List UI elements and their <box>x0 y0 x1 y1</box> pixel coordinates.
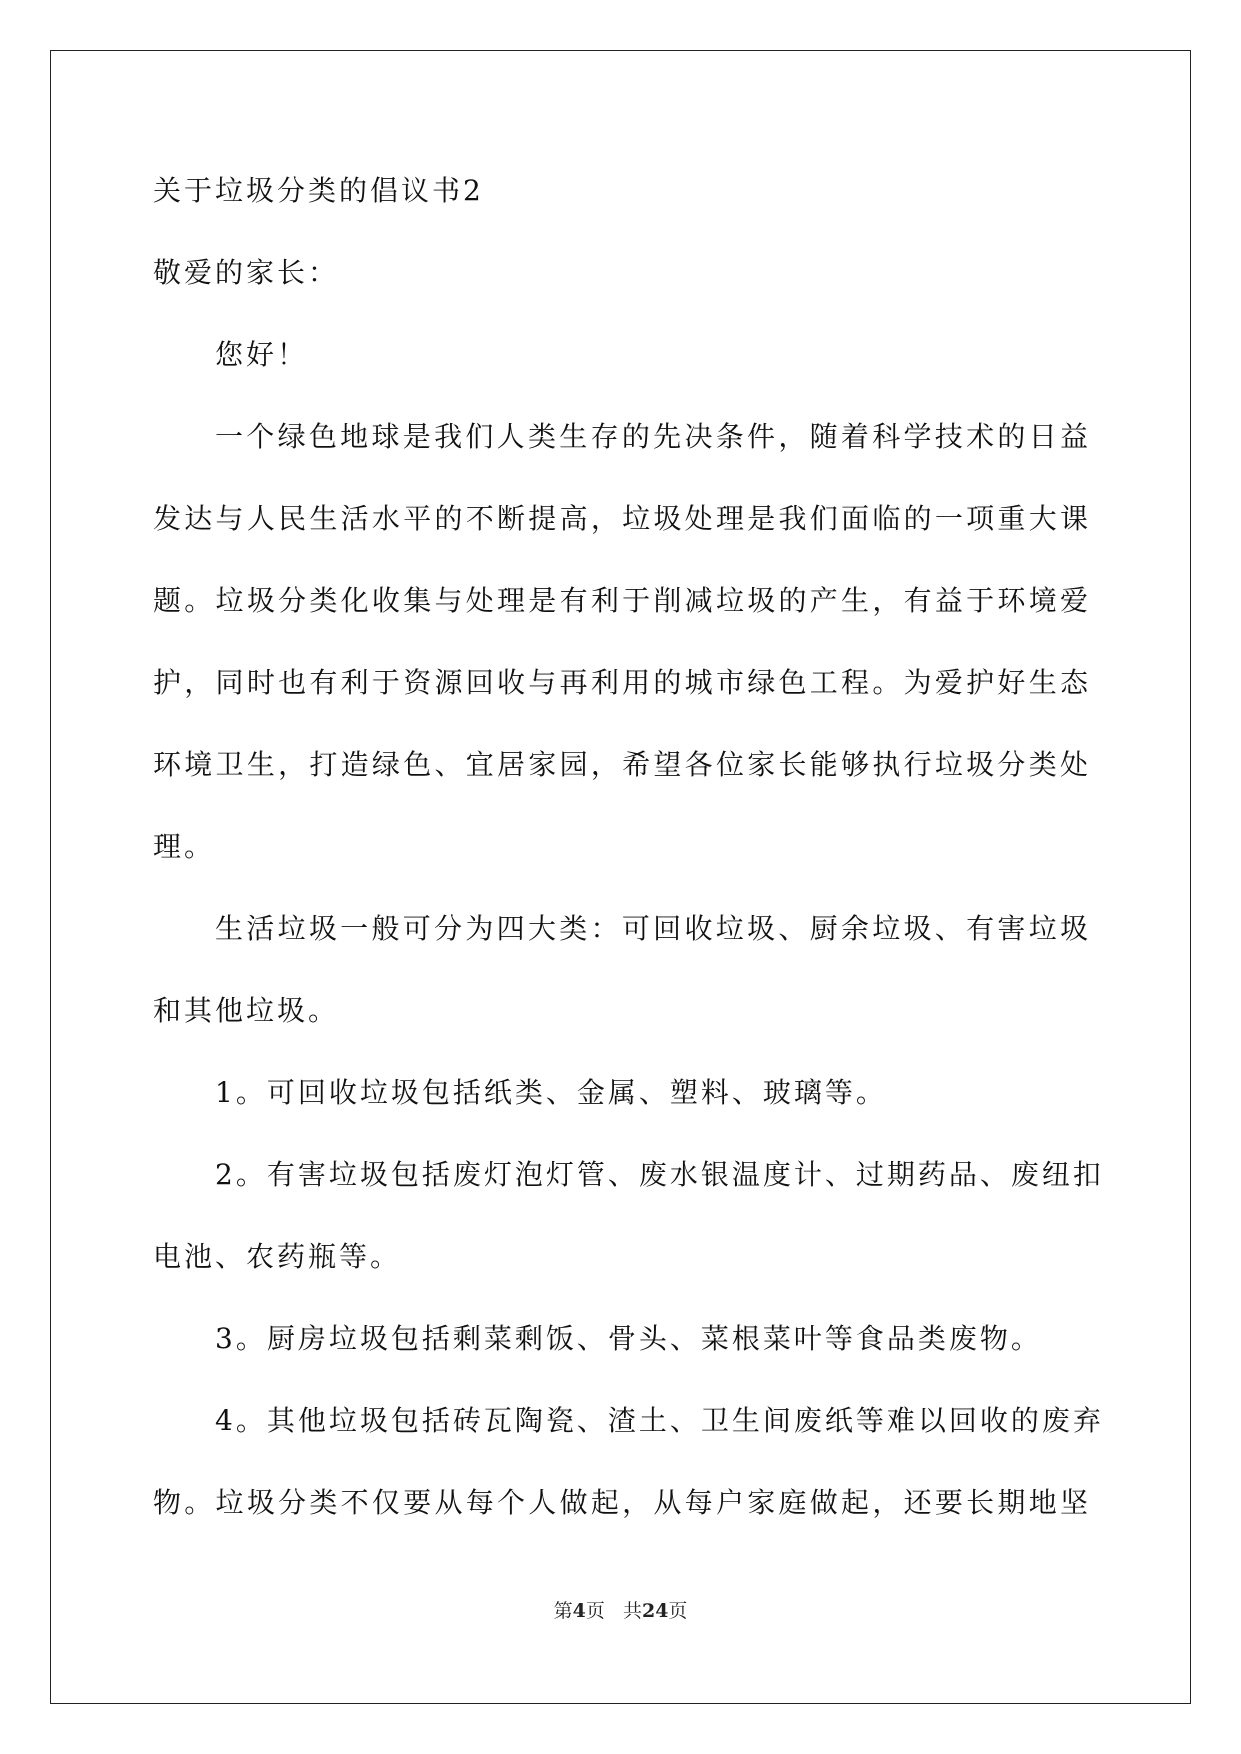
salutation: 敬爱的家长： <box>153 256 340 289</box>
list-item: 1。可回收垃圾包括纸类、金属、塑料、玻璃等。 <box>215 1076 887 1109</box>
page-number: 4 <box>572 1600 586 1622</box>
paragraph-line: 和其他垃圾。 <box>153 994 340 1027</box>
paragraph-line: 理。 <box>153 830 216 863</box>
greeting: 您好！ <box>215 338 309 371</box>
document-body <box>153 150 1104 1544</box>
paragraph-line: 生活垃圾一般可分为四大类：可回收垃圾、厨余垃圾、有害垃圾 <box>215 912 1091 945</box>
paragraph-line: 发达与人民生活水平的不断提高，垃圾处理是我们面临的一项重大课 <box>153 502 1091 535</box>
paragraph-line: 护，同时也有利于资源回收与再利用的城市绿色工程。为爱护好生态 <box>153 666 1091 699</box>
document-title: 关于垃圾分类的倡议书2 <box>153 174 484 207</box>
paragraph-line: 环境卫生，打造绿色、宜居家园，希望各位家长能够执行垃圾分类处 <box>153 748 1091 781</box>
list-item: 2。有害垃圾包括废灯泡灯管、废水银温度计、过期药品、废纽扣 <box>215 1158 1104 1191</box>
total-prefix: 共 <box>622 1600 642 1622</box>
list-item-continuation: 电池、农药瓶等。 <box>153 1240 402 1273</box>
list-item: 3。厨房垃圾包括剩菜剩饭、骨头、菜根菜叶等食品类废物。 <box>215 1322 1042 1355</box>
paragraph-line: 题。垃圾分类化收集与处理是有利于削减垃圾的产生，有益于环境爱 <box>153 584 1091 617</box>
page-footer <box>0 1596 1241 1623</box>
paragraph-line: 一个绿色地球是我们人类生存的先决条件，随着科学技术的日益 <box>215 420 1091 453</box>
page-prefix: 第 <box>553 1600 573 1622</box>
total-suffix: 页 <box>668 1600 688 1622</box>
list-item-continuation: 物。垃圾分类不仅要从每个人做起，从每户家庭做起，还要长期地坚 <box>153 1486 1091 1519</box>
total-pages: 24 <box>641 1600 669 1622</box>
list-item: 4。其他垃圾包括砖瓦陶瓷、渣土、卫生间废纸等难以回收的废弃 <box>215 1404 1104 1437</box>
page-suffix: 页 <box>585 1600 605 1622</box>
